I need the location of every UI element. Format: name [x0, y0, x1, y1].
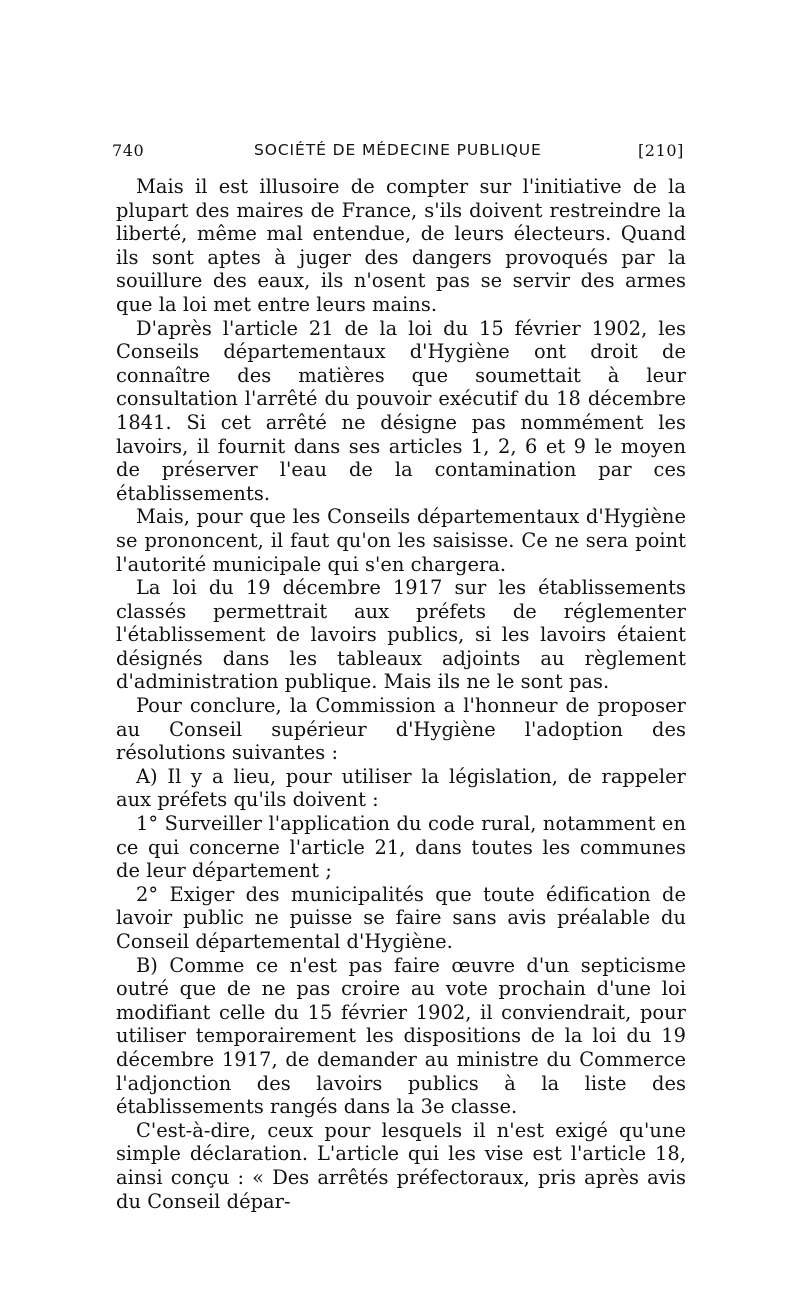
paragraph: Mais, pour que les Conseils départementaux d'Hygiène se prononcent, il faut qu'on les saisisse. Ce ne sera point l'autorité municipale qui s'en chargera. — [116, 505, 686, 576]
body-text — [116, 175, 686, 1213]
paragraph: D'après l'article 21 de la loi du 15 février 1902, les Conseils départementaux d'Hygiène ont droit de connaître des matières que soumettait à leur consultation l'arrêté du pouvoir exécutif du 18 décembre 1841. Si cet arrêté ne désigne pas nommément les lavoirs, il fournit dans ses articles 1, 2, 6 et 9 le moyen de préserver l'eau de la contamination par ces établissements. — [116, 316, 686, 505]
paragraph: Mais il est illusoire de compter sur l'initiative de la plupart des maires de France, s'ils doivent restreindre la liberté, même mal entendue, de leurs électeurs. Quand ils sont aptes à juger des dangers provoqués par la souillure des eaux, ils n'osent pas se servir des armes que la loi met entre leurs mains. — [116, 175, 686, 316]
paragraph: A) Il y a lieu, pour utiliser la législation, de rappeler aux préfets qu'ils doivent : — [116, 764, 686, 812]
paragraph: 1° Surveiller l'application du code rural, notamment en ce qui concerne l'article 21, dans toutes les communes de leur département ; — [116, 812, 686, 883]
paragraph: Pour conclure, la Commission a l'honneur de proposer au Conseil supérieur d'Hygiène l'adoption des résolutions suivantes : — [116, 694, 686, 765]
running-title: SOCIÉTÉ DE MÉDECINE PUBLIQUE — [254, 141, 542, 159]
paragraph: La loi du 19 décembre 1917 sur les établissements classés permettrait aux préfets de réglementer l'établissement de lavoirs publics, si les lavoirs étaient désignés dans les tableaux adjoints au règlement d'administration publique. Mais ils ne le sont pas. — [116, 576, 686, 694]
paragraph: C'est-à-dire, ceux pour lesquels il n'est exigé qu'une simple déclaration. L'article qui les vise est l'article 18, ainsi conçu : « Des arrêtés préfectoraux, pris après avis du Conseil dépar- — [116, 1118, 686, 1213]
page-number: 740 — [112, 141, 145, 160]
page-reference: [210] — [637, 141, 684, 160]
running-header — [112, 141, 684, 163]
paragraph: 2° Exiger des municipalités que toute édification de lavoir public ne puisse se faire sans avis préalable du Conseil départemental d'Hygiène. — [116, 882, 686, 953]
paragraph: B) Comme ce n'est pas faire œuvre d'un septicisme outré que de ne pas croire au vote prochain d'une loi modifiant celle du 15 février 1902, il conviendrait, pour utiliser temporairement les dispositions de la loi du 19 décembre 1917, de demander au ministre du Commerce l'adjonction des lavoirs publics à la liste des établissements rangés dans la 3e classe. — [116, 953, 686, 1119]
